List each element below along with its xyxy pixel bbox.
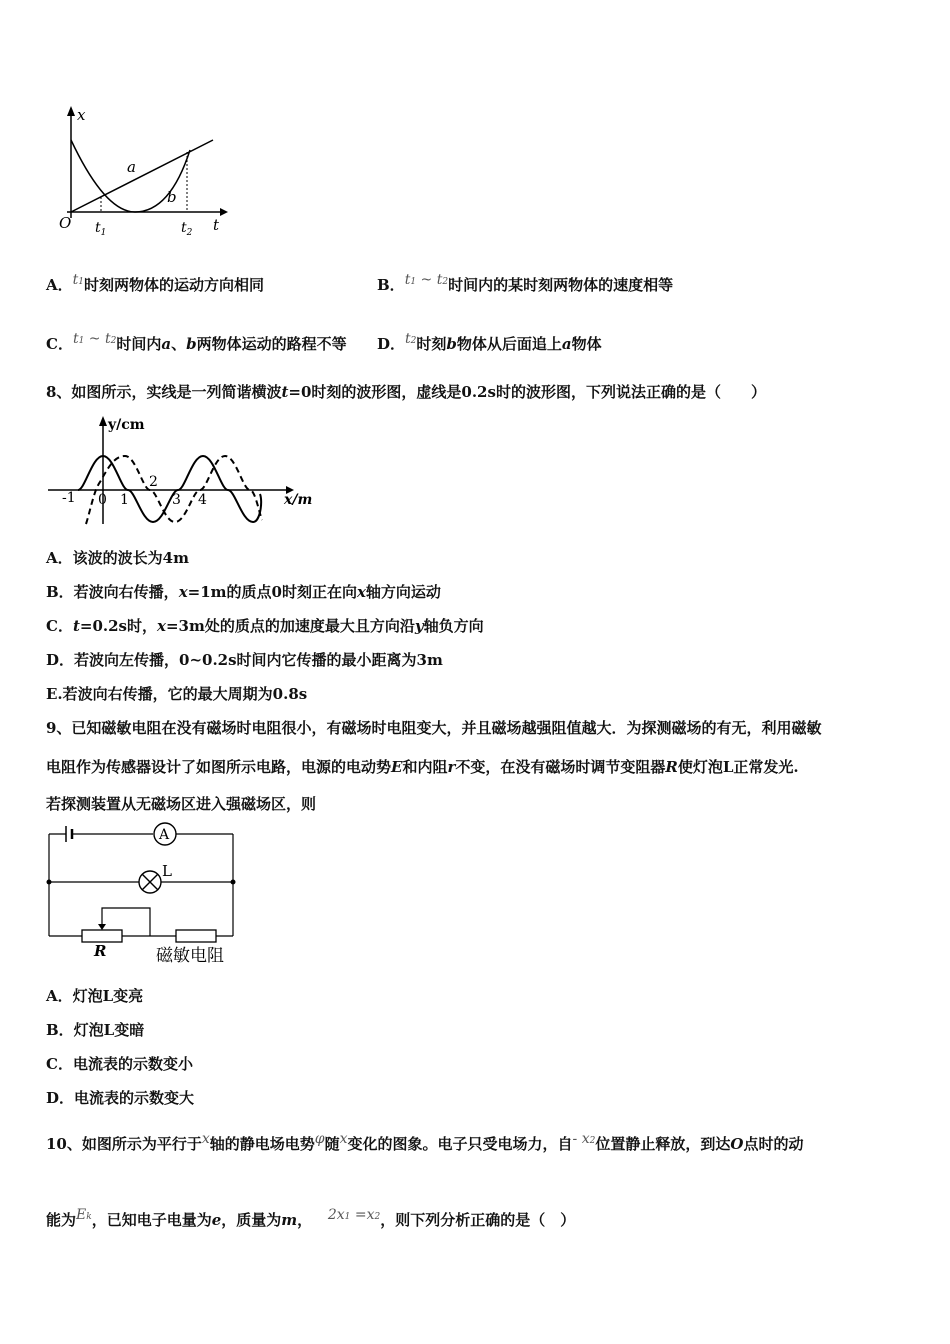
origin-label: O [59,214,72,232]
curve-b-label: b [167,188,177,206]
lamp-label: L [162,862,172,880]
q8-option-d[interactable]: D．若波向左传播，0~0.2s时间内它传播的最小距离为3m [46,651,443,669]
q7-option-d[interactable]: D．t2时刻b物体从后面追上a物体 [377,331,602,353]
t2-symbol: t2 [405,331,417,347]
solid-wave-t0 [78,456,261,522]
q7-option-b[interactable]: B．t1 ~ t2时间内的某时刻两物体的速度相等 [377,272,674,294]
tick-1: 1 [120,492,129,508]
q7-option-a[interactable]: A．t1时刻两物体的运动方向相同 [46,272,265,294]
x-axis-label: x [77,106,86,124]
neg-x2-symbol: - x2 [572,1131,596,1147]
q9-stem-line2: 电阻作为传感器设计了如图所示电路，电源的电动势E和内阻r不变，在没有磁场时调节变阻器R使灯泡L正常发光. [46,758,799,776]
q10-stem-line2: 能为Ek，已知电子电量为e，质量为m， 2x1 =x2，则下列分析正确的是（ ） [46,1207,576,1229]
q8-option-b[interactable]: B．若波向右传播，x=1m的质点0时刻正在向x轴方向运动 [46,583,441,601]
tick-2: 2 [149,474,158,490]
rheostat-icon [82,930,122,942]
q8-option-e[interactable]: E.若波向右传播，它的最大周期为0.8s [46,685,308,703]
t-axis-arrow [220,208,228,216]
tick-0: 0 [98,492,107,508]
t1-symbol: t1 [72,272,85,288]
q9-option-a[interactable]: A．灯泡L变亮 [46,987,144,1005]
q9-option-d[interactable]: D．电流表的示数变大 [46,1089,195,1107]
tick-3: 3 [172,492,181,508]
wave-y-axis-arrow [99,416,107,426]
t1-t2-range: t1 ~ t2 [72,331,117,347]
q9-stem-line3: 若探测装置从无磁场区进入强磁场区，则 [46,795,317,813]
fig9-circuit [44,820,254,970]
wave-x-label: x/m [284,492,313,508]
q8-option-a[interactable]: A．该波的波长为4m [46,549,189,567]
x-axis-arrow [67,106,75,116]
fig8-wave-graph [48,412,318,530]
t-axis-label: t [213,216,220,234]
tick--1: -1 [62,490,76,506]
q8-option-c[interactable]: C．t=0.2s时，x=3m处的质点的加速度最大且方向沿y轴负方向 [46,617,484,635]
fig7-xt-graph [55,100,235,240]
q9-option-c[interactable]: C．电流表的示数变小 [46,1055,193,1073]
t1-t2-range: t1 ~ t2 [404,272,449,288]
sensor-resistor-icon [176,930,216,942]
q9-option-b[interactable]: B．灯泡L变暗 [46,1021,145,1039]
line-a [71,140,213,212]
q9-stem-line1: 9、已知磁敏电阻在没有磁场时电阻很小，有磁场时电阻变大，并且磁场越强阻值越大．为探测磁场的有无，利用磁敏 [46,719,822,737]
tick-4: 4 [198,492,207,508]
q8-stem: 8、如图所示，实线是一列简谐横波t=0时刻的波形图，虚线是0.2s时的波形图，下列说法正确的是（ ） [46,383,766,401]
ek-symbol: Ek [76,1207,92,1223]
line-a-label: a [127,158,136,176]
q7-option-c[interactable]: C．t1 ~ t2时间内a、b两物体运动的路程不等 [46,331,347,353]
rheostat-label: R [94,942,107,960]
sensor-label: 磁敏电阻 [156,946,224,966]
q10-stem-line1: 10、如图所示为平行于x轴的静电场电势φ随x变化的图象。电子只受电场力，自- x2位置静止释放，到达O点时的动 [46,1131,804,1153]
ammeter-label: A [159,827,170,843]
wave-y-label: y/cm [108,417,145,433]
equation-2x1-x2: 2x1 =x2 [327,1207,381,1223]
t1-label: $t_1$ [95,220,107,238]
t2-label: $t_2$ [181,220,193,238]
